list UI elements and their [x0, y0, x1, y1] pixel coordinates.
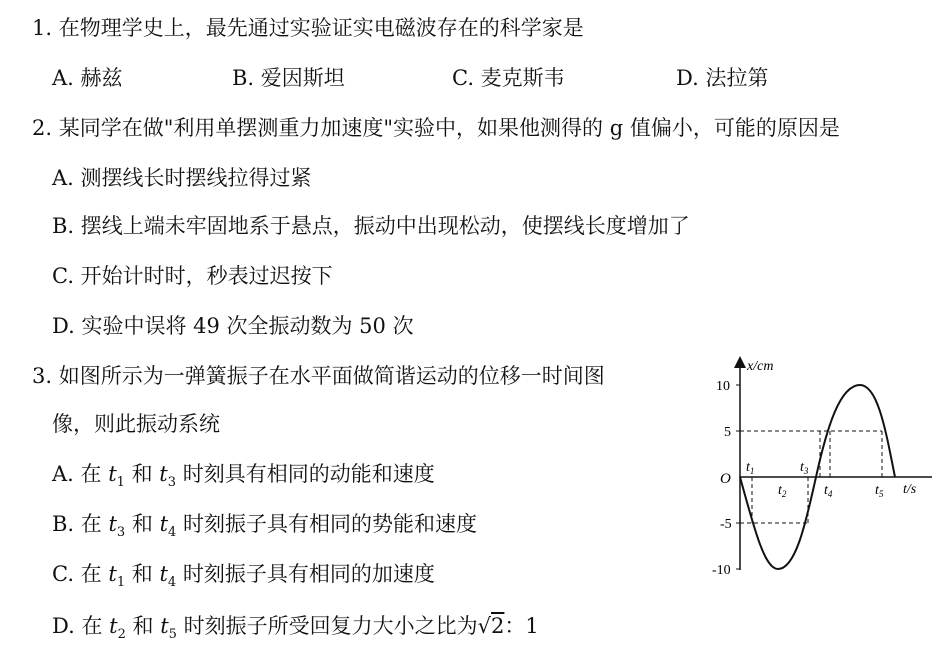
t1-label: $t_1$ [746, 460, 755, 476]
t3-label: $t_3$ [800, 460, 809, 476]
q2-option-b: B. 摆线上端未牢固地系于悬点，振动中出现松动，使摆线长度增加了 [52, 214, 690, 238]
q1-option-a: A. 赫兹 [52, 66, 123, 90]
q1-option-b: B. 爱因斯坦 [232, 66, 345, 90]
xlabel: t/s [903, 482, 917, 497]
q2-stem: 2. 某同学在做"利用单摆测重力加速度"实验中，如果他测得的 g 值偏小，可能的原因是 [32, 116, 840, 140]
t4-label: $t_4$ [824, 483, 833, 499]
sqrt-sign: √ [477, 614, 492, 638]
origin-label: O [720, 471, 731, 487]
t5-label: $t_5$ [875, 483, 884, 499]
sqrt-argument: 2 [491, 614, 505, 638]
q3-option-c: C. 在 $t_1$ 和 $t_4$ 时刻振子具有相同的加速度 [52, 562, 435, 591]
q1-stem: 1. 在物理学史上，最先通过实验证实电磁波存在的科学家是 [32, 16, 584, 40]
ytick-label-10: 10 [716, 379, 730, 394]
q2-option-a: A. 测摆线长时摆线拉得过紧 [52, 166, 312, 190]
q3-option-d: D. 在 $t_2$ 和 $t_5$ 时刻振子所受回复力大小之比为√2：1 [52, 614, 539, 643]
q3-stem-line1: 3. 如图所示为一弹簧振子在水平面做简谐运动的位移一时间图 [32, 364, 605, 388]
xt-graph-svg [700, 352, 940, 582]
q2-option-d: D. 实验中误将 49 次全振动数为 50 次 [52, 314, 414, 338]
q3-option-b: B. 在 $t_3$ 和 $t_4$ 时刻振子具有相同的势能和速度 [52, 512, 477, 541]
ytick-label-neg10: -10 [712, 563, 731, 578]
xt-graph [700, 352, 940, 582]
q1-option-d: D. 法拉第 [676, 66, 769, 90]
ytick-label-neg5: -5 [720, 517, 732, 532]
q1-option-c: C. 麦克斯韦 [452, 66, 565, 90]
ylabel: x/cm [747, 359, 774, 374]
q2-option-c: C. 开始计时时，秒表过迟按下 [52, 264, 333, 288]
t2-label: $t_2$ [778, 483, 787, 499]
q3-option-a: A. 在 $t_1$ 和 $t_3$ 时刻具有相同的动能和速度 [52, 462, 435, 491]
ytick-label-5: 5 [724, 425, 731, 440]
q3-stem-line2: 像，则此振动系统 [52, 412, 220, 436]
